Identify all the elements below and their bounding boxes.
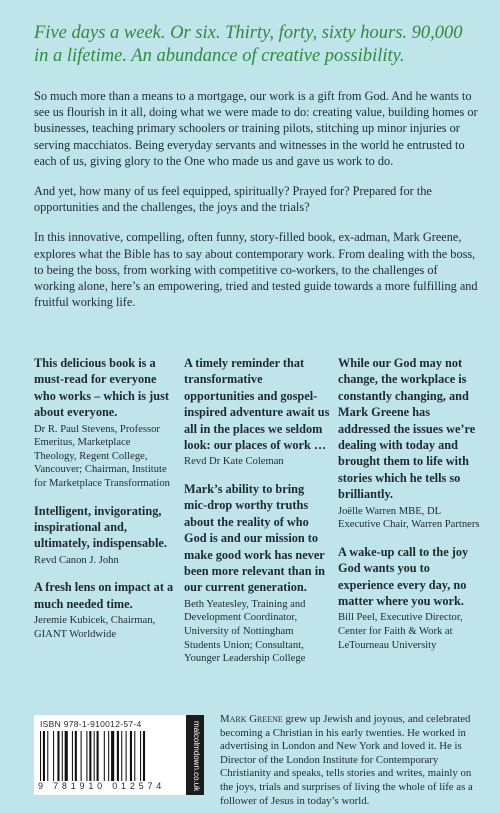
barcode-bar [134, 731, 135, 781]
barcode-bar [140, 731, 141, 781]
barcode-bar [43, 731, 45, 781]
barcode-bar [47, 731, 48, 781]
intro-text [34, 88, 478, 324]
endorsement-attribution: Revd Canon J. John [34, 554, 119, 566]
endorsement-attribution: Dr R. Paul Stevens, Professor Emeritus, Marketplace Theology, Regent College, Vancouver; Chairman, Institute for Marketplace Transformation [34, 423, 170, 489]
barcode-bar [53, 731, 54, 781]
barcode-bar [108, 731, 109, 781]
barcode-bar [111, 731, 114, 781]
intro-paragraph-1: So much more than a means to a mortgage, our work is a gift from God. And he wants to see us flourish in it all, doing what we were made to do: creating value, building homes or businesses, teaching primary schoolers or training pilots, stitching up minor injuries or serving macchiatos. Being everyday servants and witnesses in the world he entrusted to each of us, giving glory to the One who made us and gave us work to do. [34, 89, 478, 168]
endorsement [34, 503, 174, 568]
endorsements [34, 355, 478, 700]
endorsement [184, 481, 330, 666]
publisher-strip [186, 715, 204, 795]
endorsement [34, 355, 174, 491]
barcode-panel [34, 715, 204, 795]
endorsement [338, 544, 480, 652]
endorsement-attribution: Jeremie Kubicek, Chairman, GIANT Worldwide [34, 615, 156, 640]
barcode-bar [65, 731, 68, 781]
endorsement-quote: Mark’s ability to bring mic-drop worthy truths about the reality of who God is and our mission to make good work has never been more relevant than in our current generation. [184, 482, 325, 595]
barcode-bar [117, 731, 119, 781]
barcode-bar [130, 731, 132, 781]
barcode-digits: 9 781910 012574 [38, 781, 166, 791]
barcode-bar [143, 731, 145, 781]
barcode-bar [104, 731, 105, 781]
endorsement-column-3 [338, 355, 480, 664]
endorsement-column-2 [184, 355, 330, 678]
barcode-bar [75, 731, 77, 781]
author-bio [220, 713, 478, 808]
endorsement [338, 355, 480, 532]
barcode-bar [97, 731, 99, 781]
publisher-url: malcolmdown.co.uk [192, 721, 201, 792]
endorsement-attribution: Beth Yeatesley, Training and Development Coordinator, University of Nottingham Students Union; Consultant, Younger Leadership College [184, 598, 306, 665]
endorsement-attribution: Revd Dr Kate Coleman [184, 456, 284, 468]
barcode-bar [89, 731, 91, 781]
endorsement [184, 355, 330, 469]
barcode-bar [94, 731, 95, 781]
endorsement-quote: This delicious book is a must-read for everyone who works – which is just about everyone. [34, 356, 169, 420]
barcode-bar [126, 731, 127, 781]
barcode-bar [62, 731, 63, 781]
tagline: Five days a week. Or six. Thirty, forty, sixty hours. 90,000 in a lifetime. An abundance of creative possibility. [34, 23, 463, 66]
endorsement-quote: A wake-up call to the joy God wants you to experience every day, no matter where you work. [338, 544, 469, 609]
intro-paragraph-2: And yet, how many of us feel equipped, spiritually? Prayed for? Prepared for the opportunities and the challenges, the joys and the trials? [34, 184, 432, 215]
endorsement-attribution: Bill Peel, Executive Director, Center for Faith & Work at LeTourneau University [338, 612, 463, 651]
barcode-bar [121, 731, 122, 781]
barcode-bar [72, 731, 73, 781]
endorsement [34, 579, 174, 641]
endorsement-quote: A fresh lens on impact at a much needed time. [34, 580, 174, 611]
endorsement-attribution: Joëlle Warren MBE, DL Executive Chair, Warren Partners [338, 505, 480, 531]
endorsement-column-1 [34, 355, 174, 653]
barcode-bar [81, 731, 82, 781]
endorsement-quote: While our God may not change, the workplace is constantly changing, and Mark Greene has addressed the issues we’re dealing with today and brought them to life with stories which he tells so brilliantly. [338, 356, 476, 502]
barcode-icon [40, 731, 180, 781]
endorsement-quote: A timely reminder that transformative opportunities and gospel-inspired adventure await us all in the places we seldom look: our places of work … [184, 356, 330, 453]
endorsement-quote: Intelligent, invigorating, inspirational and, ultimately, indispensable. [34, 503, 167, 551]
author-name: Mark Greene [220, 713, 283, 725]
author-bio-text: grew up Jewish and joyous, and celebrated becoming a Christian in his early twenties. He worked in advertising in London and New York and loved it. He is Director of the London Institute for Contemporary Christianity and speaks, tells stories and writes, mainly on the joys, trials and surprises of living the whole of life as a follower of Jesus in today’s world. [220, 713, 473, 807]
barcode-bar [57, 731, 59, 781]
barcode-bar [86, 731, 87, 781]
barcode-bar [40, 731, 41, 781]
intro-paragraph-3: In this innovative, compelling, often funny, story-filled book, ex-adman, Mark Greene, explores what the Bible has to say about contemporary work. From dealing with the boss, to being the boss, from working with competitive co-workers, to the challenges of working alone, here’s an empowering, tried and tested guide towards a more fulfilling and fruitful working life. [34, 230, 478, 310]
isbn-label: ISBN 978-1-910012-57-4 [40, 719, 142, 729]
